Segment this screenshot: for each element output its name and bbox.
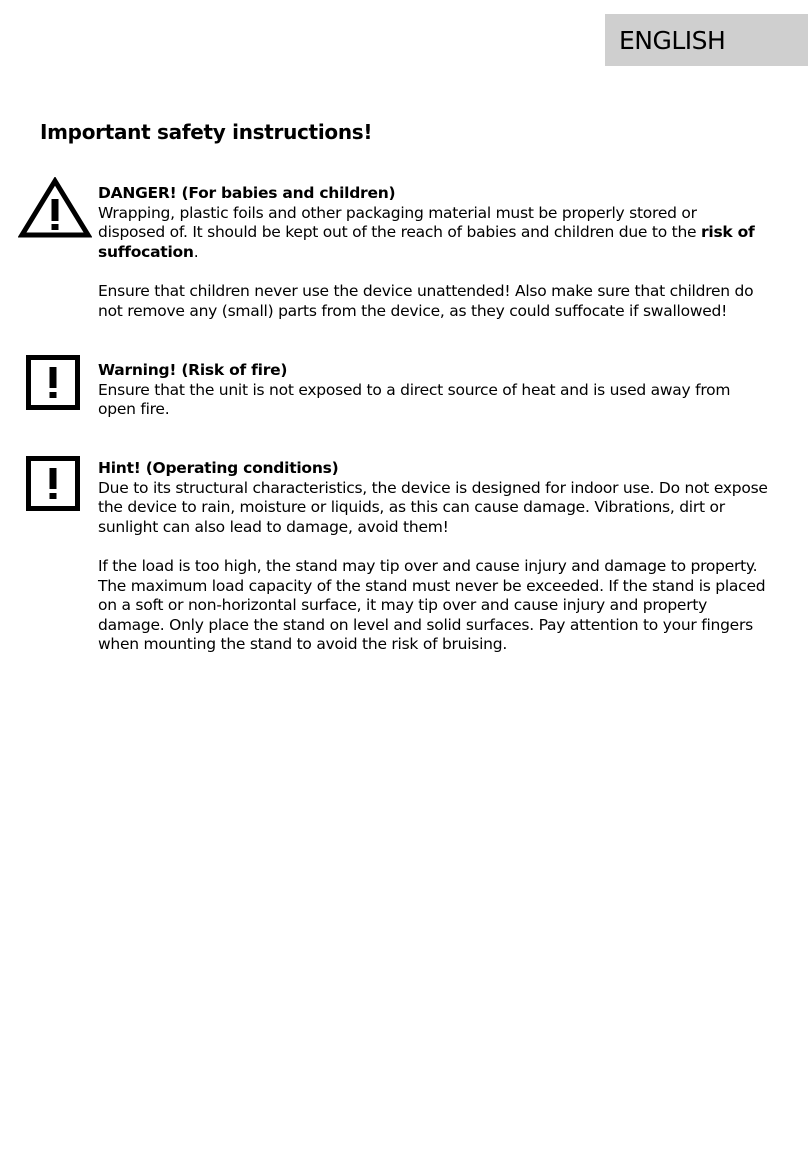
danger-text-bold: risk of suffocation [98, 223, 755, 261]
hint-paragraph-2: If the load is too high, the stand may tip over and cause injury and damage to property. The maximum load capacity of the stand must never be exceeded. If the stand is placed on a soft or non-horizontal surface, it may tip over and cause injury and property damage. Only place the stand on level and solid surfaces. Pay attention to your fingers when mounting the stand to avoid the risk of bruising. [98, 556, 766, 654]
danger-heading: DANGER! (For babies and children) [98, 184, 396, 202]
warning-paragraph-1: Ensure that the unit is not exposed to a direct source of heat and is used away from open fire. [98, 380, 731, 419]
language-tab [605, 14, 808, 66]
exclamation-box-icon [26, 355, 80, 410]
danger-text-before: Wrapping, plastic foils and other packaging material must be properly stored or disposed of. It should be kept out of the reach of babies and children due to the [98, 203, 701, 242]
hint-heading: Hint! (Operating conditions) [98, 459, 339, 477]
hint-section [98, 459, 768, 655]
danger-text-after: . [193, 242, 199, 261]
warning-triangle-icon [18, 177, 92, 239]
danger-paragraph-2: Ensure that children never use the device unattended! Also make sure that children do not remove any (small) parts from the device, as they could suffocate if swallowed! [98, 281, 754, 320]
danger-paragraph-1 [98, 204, 768, 263]
hint-paragraph-1: Due to its structural characteristics, the device is designed for indoor use. Do not expose the device to rain, moisture or liquids, as this can cause damage. Vibrations, dirt or sunlight can also lead to damage, avoid them! [98, 478, 768, 536]
warning-section [98, 361, 768, 420]
exclamation-box-icon [26, 456, 80, 511]
language-label: ENGLISH [619, 25, 726, 55]
danger-section [98, 184, 768, 321]
warning-heading: Warning! (Risk of fire) [98, 361, 288, 379]
page-title: Important safety instructions! [40, 120, 373, 144]
